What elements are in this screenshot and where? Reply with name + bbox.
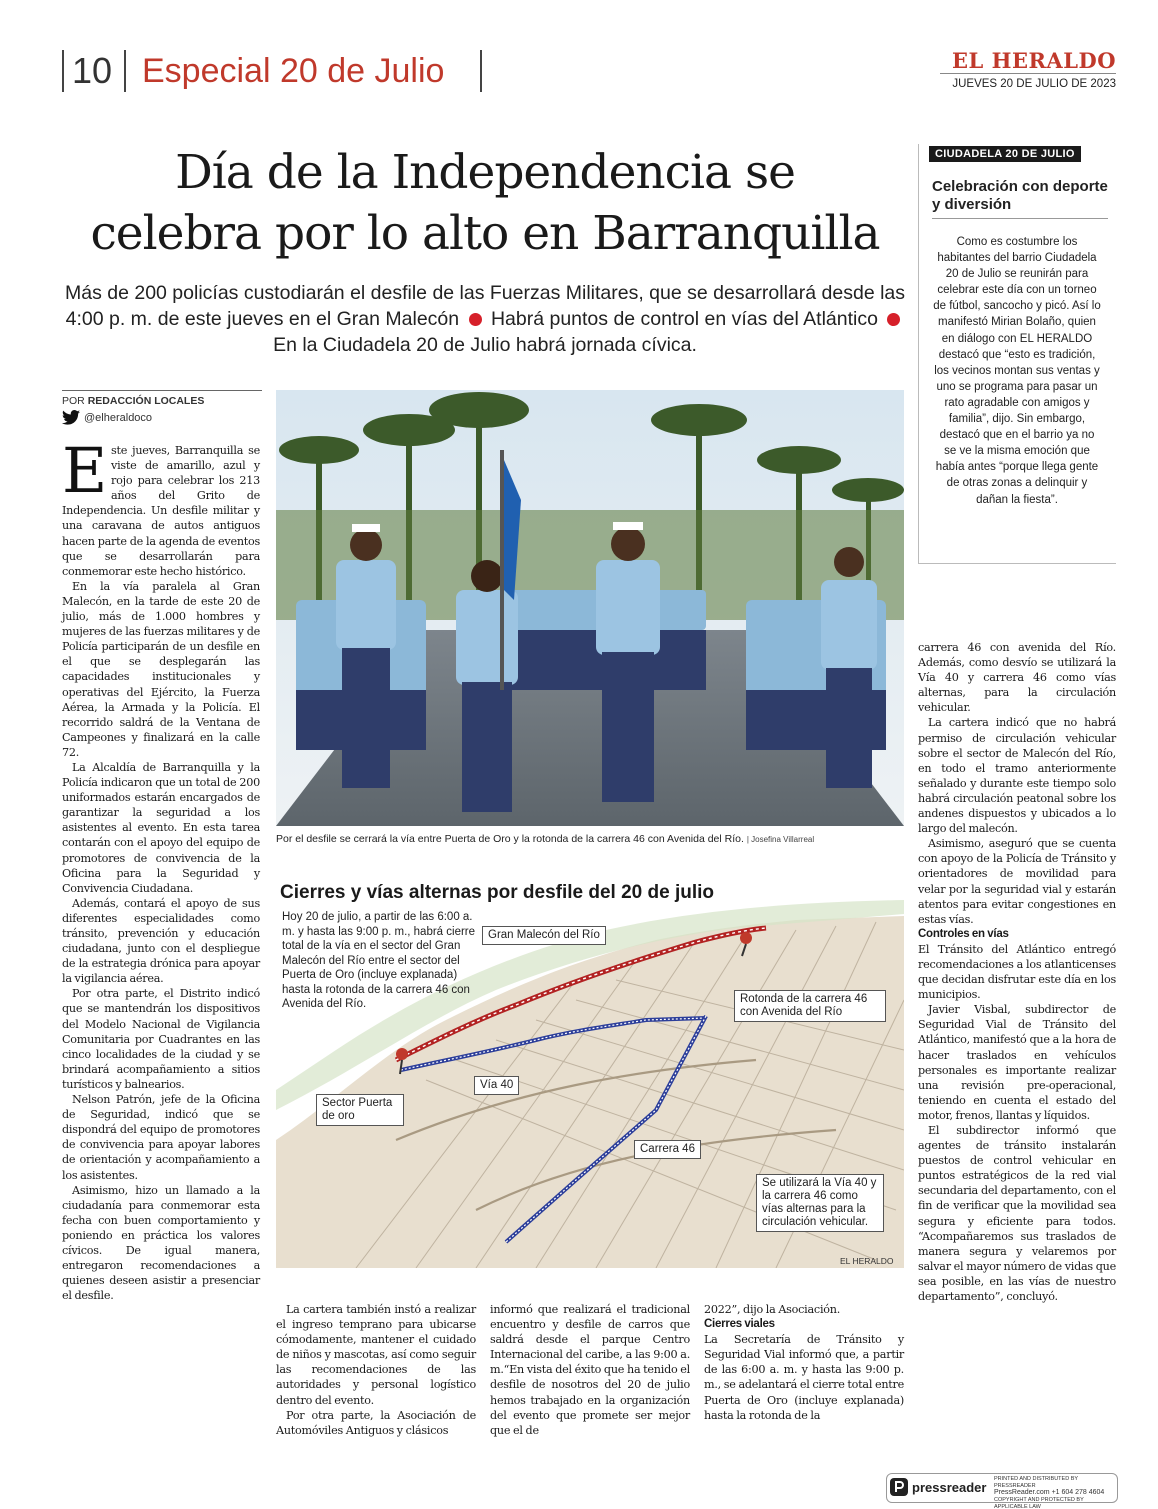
sidebar-body: Como es costumbre los habitantes del barrio Ciudadela 20 de Julio se reunirán para celebrar este día con un torneo de fútbol, sancocho y picó. Así lo manifestó Mirian Bolaño, quien en diálogo con EL HERALDO destacó que “esto es tradición, los vecinos montan sus ventas y uno se programa para pasar un rato agradable con amigos y familia”, dijo. Sin embargo, destacó que en el barrio ya no se ve la misma emoción que había antes “porque llega gente de otras zonas a delinquir y dañan la fiesta”. — [933, 236, 1101, 506]
deck — [62, 280, 908, 358]
photo-credit: | Josefina Villarreal — [746, 835, 815, 844]
bullet-dot-icon — [469, 313, 482, 326]
map-credit: EL HERALDO — [840, 1256, 894, 1266]
map-title: Cierres y vías alternas por desfile del 20 de julio — [280, 882, 715, 903]
article-paragraph: Asimismo, aseguró que se cuenta con apoyo de la Policía de Tránsito y orientadores de movilidad para velar por la seguridad vial y estarán atentos para evitar congestiones en estas vías. — [918, 837, 1116, 926]
deck-text: Habrá puntos de control en vías del Atlántico — [490, 308, 878, 330]
map-label-rotonda: Rotonda de la carrera 46 con Avenida del Río — [734, 990, 886, 1022]
byline-author: REDACCIÓN LOCALES — [87, 395, 205, 407]
sidebar-title: Celebración con deporte y diversión — [932, 178, 1108, 213]
pressreader-notice — [994, 1476, 1118, 1509]
byline — [62, 395, 204, 407]
article-paragraph: La Alcaldía de Barranquilla y la Policía indicaron que un total de 200 uniformados estarán encargados de garantizar la seguridad a los asistentes al evento. En esta tarea contarán con el apoyo del equipo de promotores de convivencia de la Oficina para la Seguridad y Convivencia Ciudadana. — [62, 760, 260, 895]
map-label-carrera-46: Carrera 46 — [634, 1140, 701, 1159]
issue-date: JUEVES 20 DE JULIO DE 2023 — [952, 78, 1116, 90]
article-paragraph: La cartera también instó a realizar el ingreso temprano para ubicarse cómodamente, mantener el cuidado de niños y mascotas, así como seguir las recomendaciones de las autoridades y personal logístico dentro del evento. — [276, 1303, 476, 1407]
article-column-4 — [704, 1302, 904, 1423]
article-paragraph: Por otra parte, la Asociación de Automóviles Antiguos y clásicos — [276, 1408, 476, 1437]
caption-text: Por el desfile se cerrará la vía entre Puerta de Oro y la rotonda de la carrera 46 con Avenida del Río. — [276, 833, 744, 845]
header-divider — [124, 50, 126, 92]
twitter-handle-text: @elheraldoco — [84, 411, 153, 424]
article-paragraph: Este jueves, Barranquilla se viste de amarillo, azul y rojo para celebrar los 213 años del Grito de Independencia. Un desfile militar y una caravana de autos antiguos hacen parte de la agenda de eventos que se desarrollarán para conmemorar este hecho histórico. — [62, 434, 260, 578]
subheading: Controles en vías — [918, 927, 1009, 940]
article-paragraph: informó que realizará el tradicional encuentro y desfile de carros que saldrá desde el parque Centro Internacional del caribe, a las 9:00 a. m.“En vista del éxito que ha tenido el desfile de nosotros del 20 de julio hemos trabajado en la organización del evento que promete ser mejor que el de — [490, 1303, 690, 1437]
pressreader-logo[interactable] — [890, 1478, 986, 1496]
sidebar-rule — [932, 218, 1108, 219]
twitter-bird-icon — [62, 410, 80, 425]
header-rule — [940, 73, 1116, 74]
header-divider — [62, 50, 64, 92]
map-intro: Hoy 20 de julio, a partir de las 6:00 a. m. y hasta las 9:00 p. m., habrá cierre total de la vía en el sector del Gran Malecón del Río entre el sector del Puerta de Oro (incluye explanada) hasta la rotonda de la carrera 46 con Avenida del Río. — [282, 911, 476, 1010]
article-paragraph: La cartera indicó que no habrá permiso de circulación vehicular sobre el sector de Malecón del Río, en todo el tramo anteriormente señalado y durante este tiempo solo habrá circulación peatonal sobre los andenes dispuestos y ubicados a lo largo del malecón. — [918, 716, 1116, 836]
drop-cap: E — [62, 434, 108, 507]
header-divider — [480, 50, 482, 92]
deck-text: En la Ciudadela 20 de Julio habrá jornada cívica. — [273, 334, 697, 356]
map-label-via-40: Vía 40 — [474, 1076, 519, 1095]
article-column-5 — [918, 640, 1116, 1304]
pressreader-logo-text: pressreader — [912, 1479, 987, 1495]
pressreader-icon — [890, 1478, 908, 1496]
article-paragraph: La Secretaría de Tránsito y Seguridad Vial informó que, a partir de las 6:00 a. m. y hasta las 9:00 p. m., se adelantará el cierre total entre Puerta de Oro (incluye explanada) hasta la rotonda de la — [704, 1333, 905, 1422]
sidebar-tag: CIUDADELA 20 DE JULIO — [929, 146, 1081, 162]
article-paragraph: Además, contará el apoyo de sus diferentes especialidades como tránsito, prevención y educación ciudadana, junto con el despliegue de la estrategia drónica para apoyar la vigilancia aérea. — [62, 896, 260, 986]
newspaper-logo: EL HERALDO — [952, 48, 1116, 73]
map-label-malecon: Gran Malecón del Río — [482, 926, 606, 945]
article-column-3 — [490, 1302, 690, 1438]
article-paragraph: Nelson Patrón, jefe de la Oficina de Seguridad, indicó que se dispondrá del equipo de promotores de convivencia para apoyar labores de orientación y acompañamiento a los asistentes. — [62, 1093, 260, 1182]
article-paragraph: El Tránsito del Atlántico entregó recomendaciones a los atlanticenses que decidan disfrutar este día en los municipios. — [918, 942, 1116, 1002]
article-paragraph: En la vía paralela al Gran Malecón, en la tarde de este 20 de julio, más de 1.000 hombres y mujeres de las fuerzas militares y de Policía participarán de un desfile en el que se desplegarán las capacidades institucionales y operativas del Ejército, la Fuerza Aérea, la Armada y la Policía. El recorrido saldrá de la Ventana de Campeones y finalizará en la calle 72. — [62, 579, 260, 759]
parade-photo — [276, 390, 904, 826]
parade-photo-illustration — [276, 390, 904, 826]
article-paragraph: carrera 46 con avenida del Río. Además, como desvío se utilizará la Vía 40 y carrera 46 como vías alternas, para la circulación vehicular. — [918, 641, 1116, 715]
article-paragraph: El subdirector informó que agentes de tránsito instalarán puestos de control vehicular en puntos estratégicos de la red vial secundaria del departamento, con el fin de verificar que la movilidad sea segura y eficiente para todos. “Acompañaremos sus traslados de manera segura y velaremos por salvar el mayor número de vidas que sea posible, en las vías de nuestro departamento”, concluyó. — [918, 1124, 1116, 1304]
page-number: 10 — [72, 50, 113, 91]
notice-line: COPYRIGHT AND PROTECTED BY APPLICABLE LAW — [994, 1497, 1084, 1509]
article-paragraph: 2022”, dijo la Asociación. — [704, 1303, 841, 1316]
section-title: Especial 20 de Julio — [142, 52, 445, 90]
photo-caption — [276, 833, 906, 845]
notice-line: PRINTED AND DISTRIBUTED BY PRESSREADER — [994, 1476, 1078, 1489]
bullet-dot-icon — [887, 313, 900, 326]
headline-line: celebra por lo alto en Barranquilla — [90, 206, 880, 261]
byline-prefix: POR — [62, 395, 85, 407]
article-paragraph: Javier Visbal, subdirector de Seguridad Vial de Tránsito del Atlántico, manifestó que a la hora de hacer traslados en vehículos personales es importante realizar una revisión pre-operacional, teniendo en cuenta el estado del motor, frenos, llantas y líquidos. — [918, 1003, 1116, 1122]
article-paragraph: Asimismo, hizo un llamado a la ciudadanía para conmemorar esta fecha con buen comportamiento y poniendo en práctica los valores cívicos. De igual manera, entregaron recomendaciones a quienes deseen asistir a presenciar el desfile. — [62, 1183, 260, 1303]
map-note: Se utilizará la Vía 40 y la carrera 46 como vías alternas para la circulación vehicular. — [756, 1174, 884, 1232]
article-paragraph: Por otra parte, el Distrito indicó que se mantendrán los dispositivos del Modelo Nacional de Vigilancia Comunitaria por Cuadrantes en las cinco localidades de la ciudad y se brindará acompañamiento a sitios turísticos y balnearios. — [62, 987, 260, 1091]
article-column-2 — [276, 1302, 476, 1438]
notice-line: PressReader.com +1 604 278 4604 — [994, 1489, 1105, 1497]
map-label-puerta-de-oro: Sector Puerta de oro — [316, 1094, 404, 1126]
article-column-1 — [62, 434, 260, 1303]
deck-text: Más de 200 policías custodiarán el desfile de las Fuerzas Militares, que se desarrollará desde las 4:00 p. m. de este jueves en el Gran Malecón — [64, 282, 906, 330]
headline — [62, 142, 908, 264]
subheading: Cierres viales — [704, 1318, 775, 1331]
headline-line: Día de la Independencia se — [175, 145, 795, 200]
twitter-handle[interactable] — [62, 410, 152, 425]
byline-rule — [62, 390, 262, 391]
